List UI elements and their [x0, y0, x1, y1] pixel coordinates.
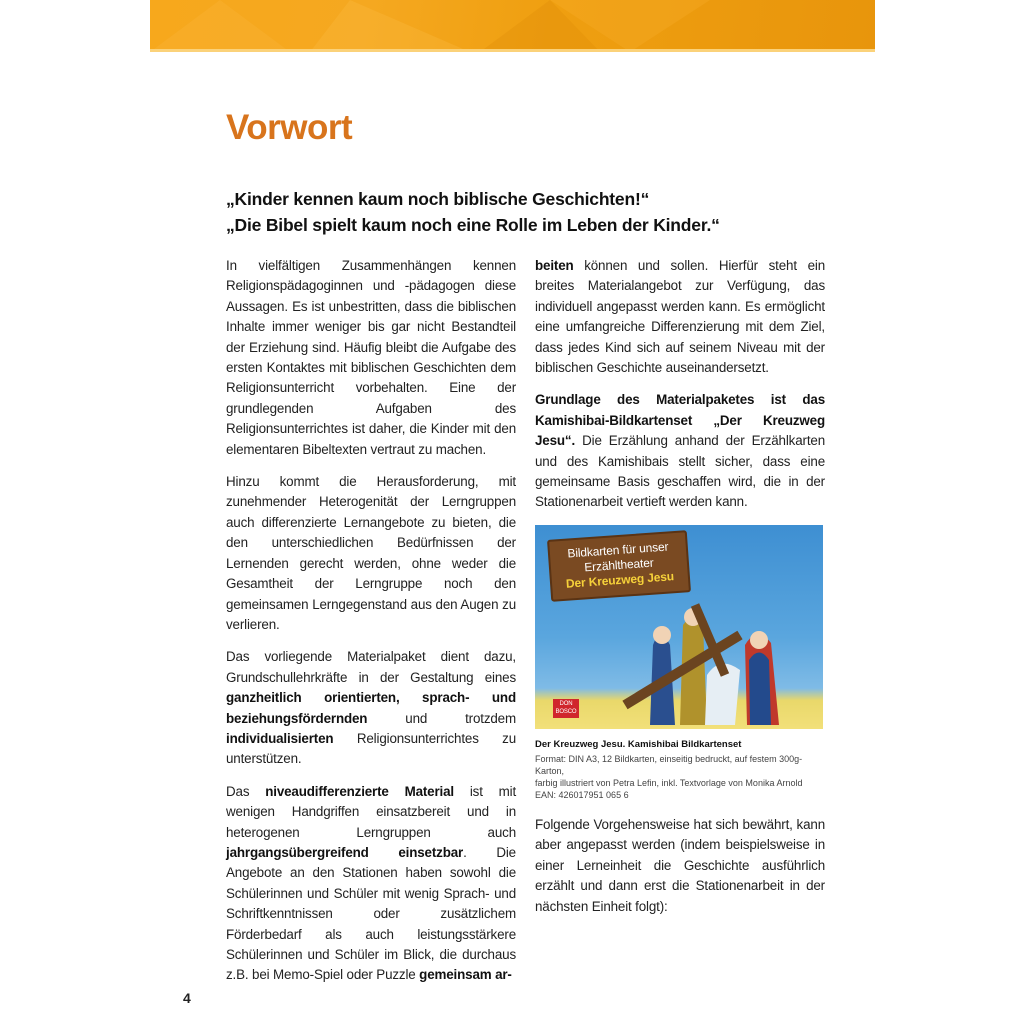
bold-text: niveaudifferenzierte Material: [265, 783, 454, 799]
caption-line: Format: DIN A3, 12 Bildkarten, einseitig bedruckt, auf festem 300g-Karton,: [535, 753, 803, 776]
quote-line: „Die Bibel spielt kaum noch eine Rolle im Leben der Kinder.“: [226, 215, 720, 235]
quote-line: „Kinder kennen kaum noch biblische Geschichten!“: [226, 189, 650, 209]
caption-title: Der Kreuzweg Jesu. Kamishibai Bildkartenset: [535, 738, 742, 750]
left-column: [226, 256, 516, 998]
paragraph: [226, 647, 516, 769]
bold-text: gemeinsam ar-: [419, 967, 512, 983]
bold-text: individualisierten: [226, 730, 334, 746]
text: Folgende Vorgehensweise hat sich bewährt, kann aber angepasst werden (indem beispielsweise in einer Lerneinheit die Geschichte ausführlich erzählt und dann erst die Stationenarbeit in der nächsten Einheit folgt):: [535, 816, 825, 914]
cover-title-line: Erzähltheater: [583, 555, 655, 575]
bold-text: beiten: [535, 258, 574, 273]
right-column: [535, 256, 825, 929]
image-caption: [535, 739, 825, 801]
page-title: Vorwort: [226, 108, 353, 147]
paragraph: [535, 256, 825, 378]
bold-text: Grundlage des Materialpaketes ist das Kamishibai-Bildkartenset „Der Kreuzweg Jesu“.: [535, 392, 825, 449]
text: Das: [226, 783, 266, 799]
caption-line: farbig illustriert von Petra Lefin, inkl. Textvorlage von Monika Arnold: [535, 777, 803, 788]
paragraph: [535, 815, 825, 917]
text: Religionsunterrichtes zu unterstützen.: [226, 730, 516, 767]
text: Hinzu kommt die Herausforderung, mit zunehmender Heterogenität der Lerngruppen auch differenzierte Lernangebote zu bieten, die den unterschiedlichen Bedürfnissen der Lernenden gerecht werden, ohne weder die Gesamtheit der Lerngruppe noch den gemeinsamen Lerngegenstand aus den Augen zu verlieren.: [226, 474, 516, 632]
header-banner: [150, 0, 875, 52]
text: ist mit wenigen Handgriffen einsatzbereit und in heterogenen Lerngruppen auch: [226, 783, 517, 840]
text: Die Erzählung anhand der Erzählkarten und des Kamishibais stellt sicher, dass eine gemeinsame Basis geschaffen wird, die in der Stationenarbeit vertieft werden kann.: [535, 433, 825, 510]
text: . Die Angebote an den Stationen haben sowohl die Schülerinnen und Schüler mit wenig Sprach- und Schriftkenntnissen oder zusätzlichem Förderbedarf als auch leistungsstärkere Schülerinnen und Schüler im Blick, die durchaus z.B. bei Memo-Spiel oder Puzzle: [226, 844, 516, 983]
paragraph: [535, 390, 825, 512]
paragraph: [226, 256, 516, 460]
text: und trotzdem: [367, 710, 516, 726]
don-bosco-logo: DON BOSCO: [553, 699, 579, 718]
product-cover-image: [535, 525, 823, 729]
intro-quotes: [226, 186, 826, 238]
paragraph: [226, 472, 516, 635]
text: können und sollen. Hierfür steht ein breites Materialangebot zur Verfügung, das individuell angepasst werden kann. Es ermöglicht eine umfangreiche Differenzierung mit dem Ziel, dass jedes Kind sich auf seinem Niveau mit der biblischen Geschichte auseinandersetzt.: [535, 258, 825, 376]
bold-text: jahrgangsübergreifend einsetzbar: [226, 844, 464, 860]
cover-subtitle: Der Kreuzweg Jesu: [565, 569, 675, 591]
text: Das vorliegende Materialpaket dient dazu, Grundschullehrkräfte in der Gestaltung eines: [226, 649, 516, 685]
banner-pattern: [150, 0, 875, 52]
bold-text: ganzheitlich orientierten, sprach- und beziehungsfördernden: [226, 690, 516, 726]
page-number: 4: [183, 990, 191, 1006]
text: In vielfältigen Zusammenhängen kennen Religionspädagoginnen und -pädagogen diese Aussagen. Es ist unbestritten, dass die biblischen Inhalte immer weniger bis gar nicht Bestandteil der Erziehung sind. Häufig bleibt die Aufgabe des ersten Kontaktes mit biblischen Geschichten dem Religionsunterricht vorbehalten. Eine der grundlegenden Aufgaben des Religionsunterrichtes ist daher, die Kinder mit den elementaren Bibeltexten vertraut zu machen.: [226, 258, 516, 457]
caption-line: EAN: 426017951 065 6: [535, 789, 629, 800]
paragraph: [226, 782, 516, 986]
cover-title-line: Bildkarten für unser: [566, 539, 669, 561]
